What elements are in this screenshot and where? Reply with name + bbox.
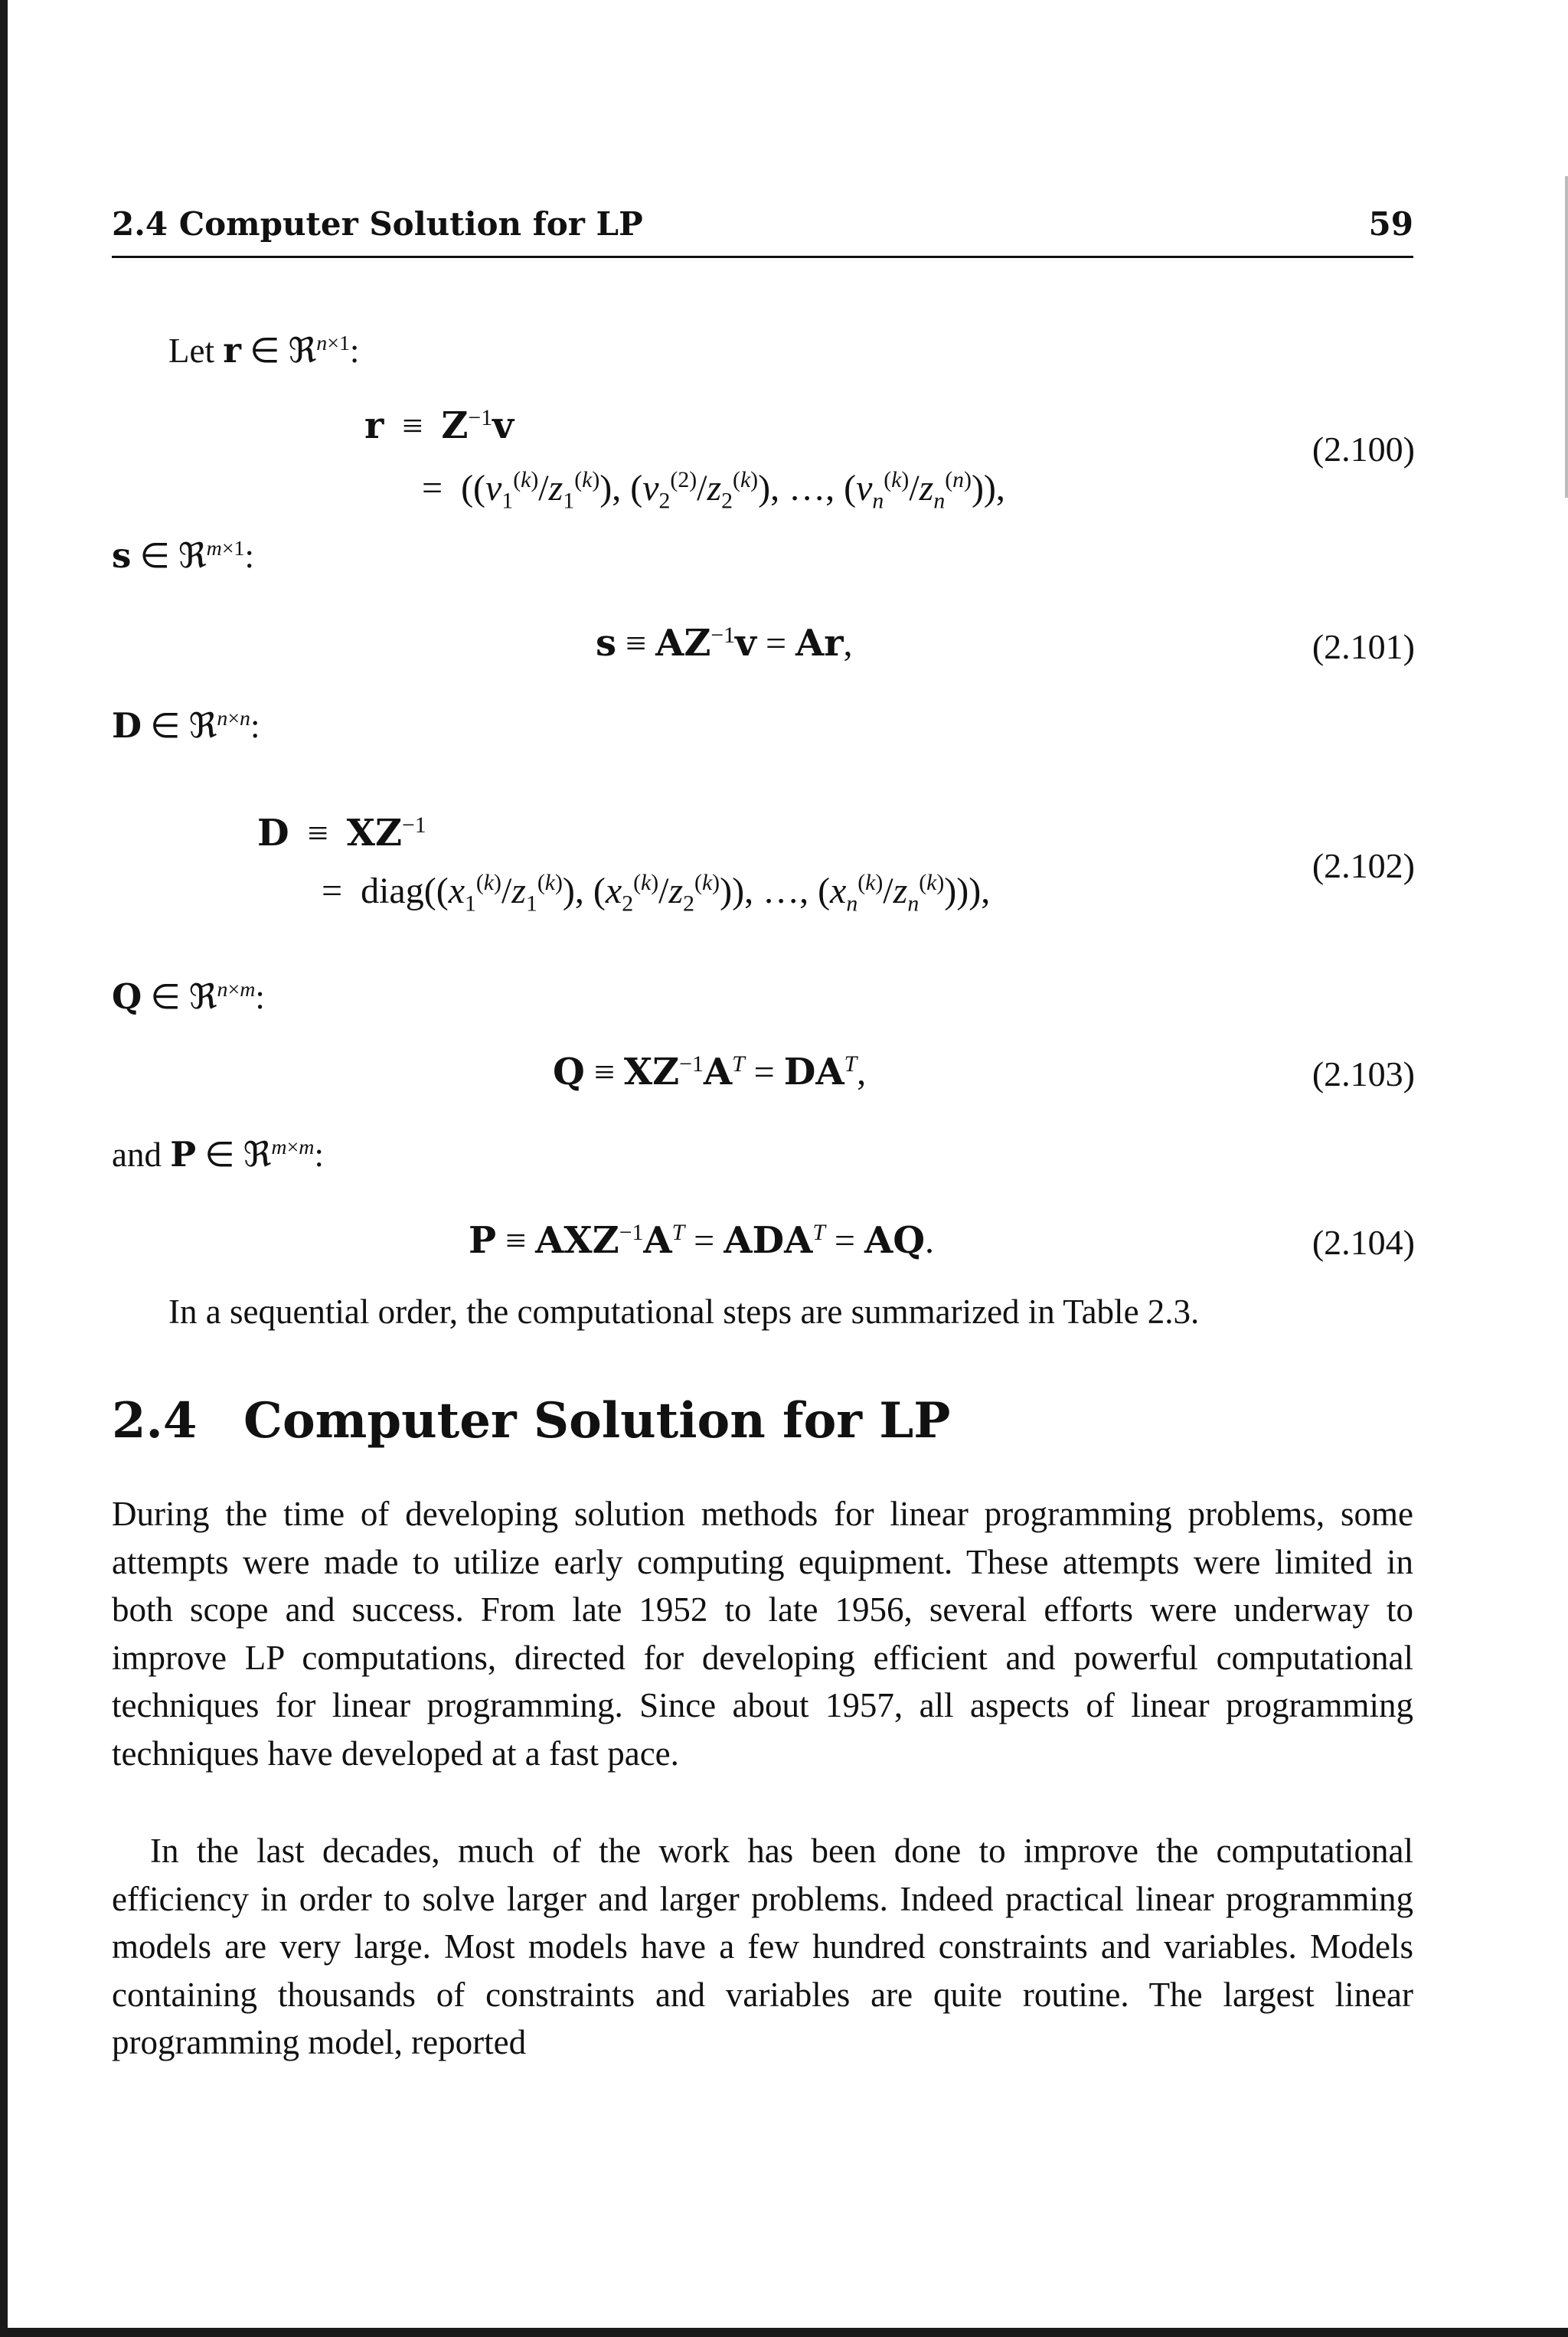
running-head-rule bbox=[112, 256, 1413, 258]
section-number: 2.4 bbox=[112, 1392, 198, 1450]
page-number: 59 bbox=[1368, 205, 1413, 243]
def-p-intro: and P ∈ ℜ$^{m\times m}$: bbox=[112, 1134, 324, 1175]
eq-2-101: $s \equiv AZ^{-1}v = Ar$, bbox=[596, 622, 853, 665]
eq-2-103-number: (2.103) bbox=[1312, 1054, 1415, 1093]
def-r-intro: Let r ∈ ℜ$^{n\times 1}$: bbox=[168, 330, 360, 371]
section-heading bbox=[112, 1392, 950, 1450]
def-q-intro: Q ∈ ℜ$^{n\times m}$: bbox=[112, 976, 265, 1017]
body-paragraph-2: In the last decades, much of the work has been done to improve the computational efficiency in order to solve larger and larger problems. Indeed practical linear programming models are very large. Most models have a few hundred constraints and variables. Models containing thousands of constraints and variables are quite routine. The largest linear programming model, reported bbox=[112, 1832, 1413, 2061]
eq-2-100-line2: = ($(v_1^{(k)}/z_1^{(k)})$, $(v_2^{(2)}/z_2^{(k)})$, …, $(v_n^{(k)}/z_n^{(n)})$), bbox=[422, 467, 1005, 514]
body-paragraph-1: During the time of developing solution methods for linear programming problems, some attempts were made to utilize early computing equipment. These attempts were limited in both scope and success. From late 1952 to late 1956, several efforts were underway to improve LP computations, directed for developing efficient and powerful computational techniques for linear programming. Since about 1957, all aspects of linear programming techniques have developed at a fast pace. bbox=[112, 1495, 1413, 1773]
def-s-intro: s ∈ ℜ$^{m\times 1}$: bbox=[112, 535, 255, 576]
eq-2-104: $P \equiv AXZ^{-1}A^T = ADA^T$ = AQ. bbox=[469, 1219, 935, 1262]
running-head bbox=[112, 205, 1413, 256]
scan-border-bottom bbox=[0, 2328, 1568, 2337]
eq-2-101-number: (2.101) bbox=[1312, 627, 1415, 666]
eq-2-102-line2: = $diag((x_1^{(k)}/z_1^{(k)})$, $(x_2^{(k)}/z_2^{(k)})$), …, $(x_n^{(k)}/z_n^{(k)})$)), bbox=[322, 870, 991, 917]
def-d-intro: D ∈ ℜ$^{n\times n}$: bbox=[112, 705, 260, 746]
summary-sentence: In a sequential order, the computational steps are summarized in Table 2.3. bbox=[168, 1293, 1200, 1331]
eq-2-100-number: (2.100) bbox=[1312, 430, 1415, 469]
eq-2-104-number: (2.104) bbox=[1312, 1223, 1415, 1262]
running-head-title: 2.4 Computer Solution for LP bbox=[112, 205, 643, 243]
scan-border-left bbox=[0, 0, 8, 2337]
eq-2-100-line1: $r \equiv Z^{-1}v$ bbox=[364, 404, 514, 447]
eq-2-102-line1: $D \equiv XZ^{-1}$ bbox=[257, 812, 426, 855]
section-title: Computer Solution for LP bbox=[243, 1392, 951, 1450]
scan-artifact-right bbox=[1565, 176, 1568, 498]
eq-2-103: $Q \equiv XZ^{-1}A^T = DA^T$, bbox=[553, 1051, 867, 1093]
eq-2-102-number: (2.102) bbox=[1312, 846, 1415, 885]
